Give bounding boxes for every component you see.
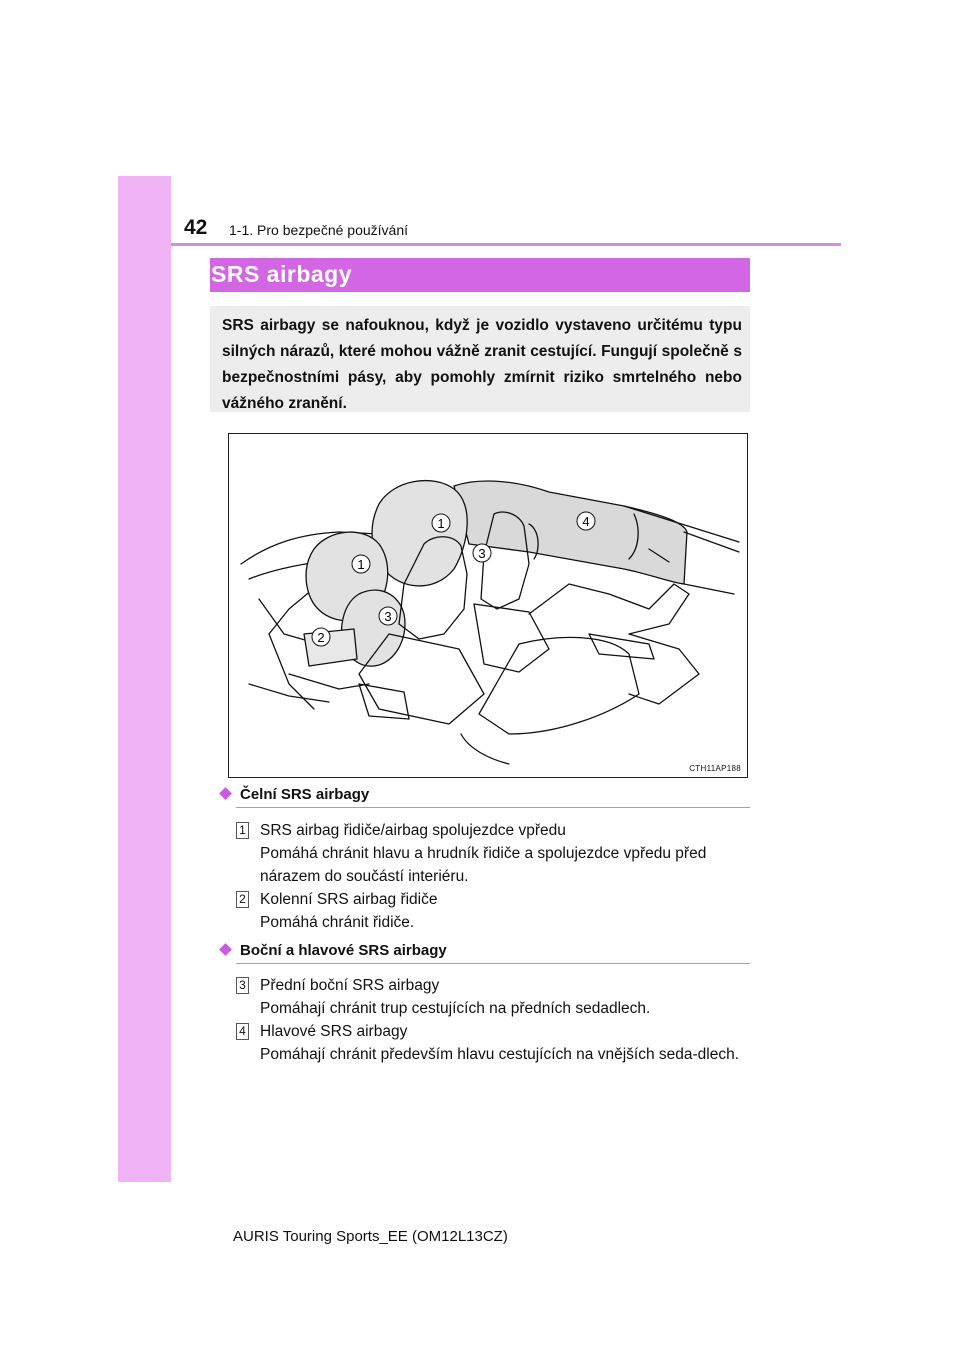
list-item [236,888,748,934]
item-title: Hlavové SRS airbagy [260,1023,408,1040]
subheading-side-curtain-airbags: Boční a hlavové SRS airbagy [219,942,447,959]
item-title: Přední boční SRS airbagy [260,977,440,994]
header-rule [171,243,841,246]
side-tab-band [118,176,171,1182]
item-number: 4 [236,1023,249,1040]
subheading-rule [236,963,750,964]
intro-text: SRS airbagy se nafouknou, když je vozidlo vystaveno určitému typu silných nárazů, které mohou vážně zranit cestující. Fungují společně s bezpečnostními pásy, aby pomohly zmírnit riziko smrtelného nebo vážného zranění. [222,317,742,412]
airbag-illustration [228,433,748,778]
item-description: Pomáhá chránit hlavu a hrudník řidiče a spolujezdce vpředu před nárazem do součástí interiéru. [260,845,707,885]
diamond-icon [219,787,232,800]
item-title: Kolenní SRS airbag řidiče [260,891,438,908]
figure-label: 2 [317,630,325,645]
footer-model-code: AURIS Touring Sports_EE (OM12L13CZ) [233,1228,508,1245]
item-description: Pomáhají chránit především hlavu cestujících na vnějších seda-dlech. [260,1046,740,1063]
list-item [236,974,748,1020]
diamond-icon [219,943,232,956]
figure-label: 1 [357,557,365,572]
item-description: Pomáhají chránit trup cestujících na předních sedadlech. [260,1000,651,1017]
list-item [236,1020,748,1066]
figure-label: 3 [478,546,486,561]
section-label: 1-1. Pro bezpečné používání [229,222,409,238]
page-number: 42 [184,216,208,239]
car-interior-drawing [229,434,748,778]
figure-label: 3 [384,609,392,624]
item-number: 3 [236,977,249,994]
figure-label: 1 [437,516,445,531]
item-number: 2 [236,891,249,908]
list-item [236,819,748,888]
item-number: 1 [236,822,249,839]
page-title: SRS airbagy [211,261,352,287]
figure-label: 4 [582,514,590,529]
figure-code: CTH11AP188 [689,764,741,773]
subheading-rule [236,807,750,808]
item-title: SRS airbag řidiče/airbag spolujezdce vpředu [260,822,566,839]
item-description: Pomáhá chránit řidiče. [260,914,415,931]
subheading-frontal-airbags: Čelní SRS airbagy [219,786,369,803]
